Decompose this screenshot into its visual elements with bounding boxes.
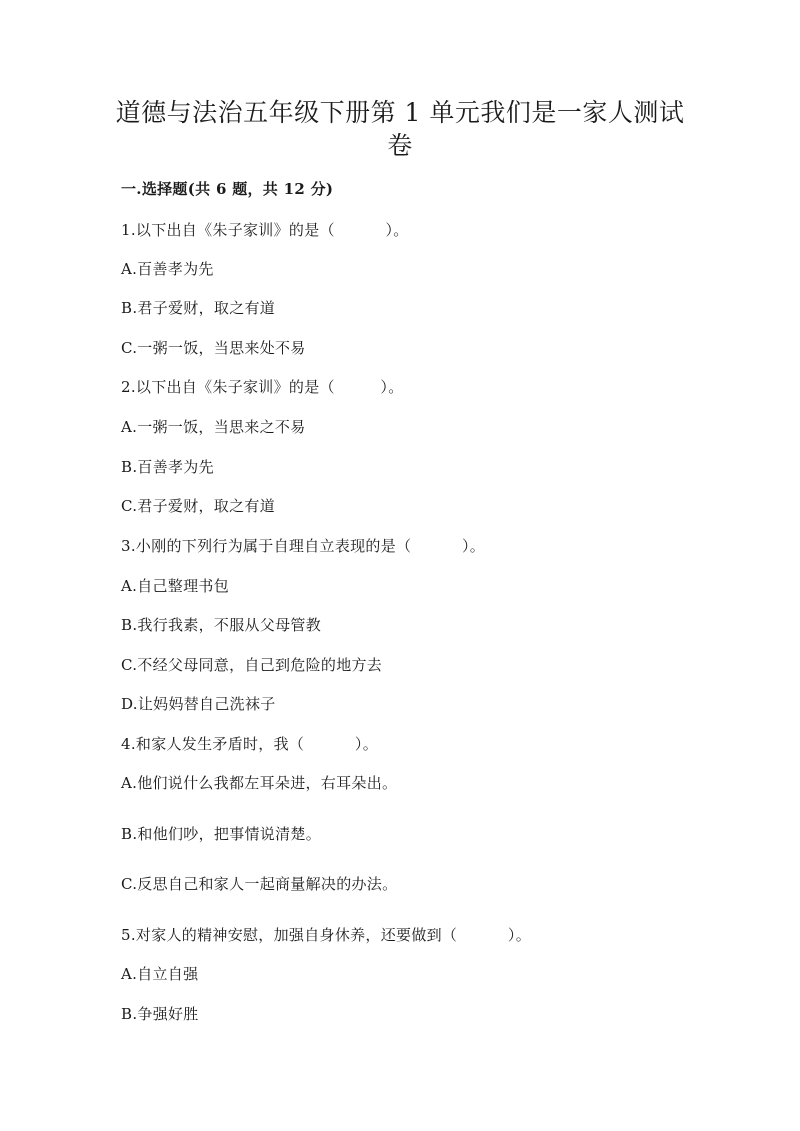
question-2-option-a: A.一粥一饭，当思来之不易 [121,418,306,436]
question-1-option-b: B.君子爱财，取之有道 [121,299,276,317]
question-2-option-c: C.君子爱财，取之有道 [121,497,276,515]
question-3-option-d: D.让妈妈替自己洗袜子 [121,695,276,713]
question-3-stem: 3.小刚的下列行为属于自理自立表现的是（ ）。 [121,537,486,555]
question-3-option-a: A.自己整理书包 [121,577,230,595]
question-3-option-c: C.不经父母同意，自己到危险的地方去 [121,656,383,674]
question-4-option-c: C.反思自己和家人一起商量解决的办法。 [121,875,398,893]
document-title [110,96,690,162]
question-3-option-b: B.我行我素，不服从父母管教 [121,616,321,634]
question-5-stem: 5.对家人的精神安慰，加强自身休养，还要做到（ ）。 [121,926,531,944]
question-2-option-b: B.百善孝为先 [121,458,214,476]
question-1-stem: 1.以下出自《朱子家训》的是（ ）。 [121,221,409,239]
question-4-option-a: A.他们说什么我都左耳朵进，右耳朵出。 [121,774,398,792]
question-1-option-a: A.百善孝为先 [121,260,214,278]
title-line-2: 卷 [387,131,413,160]
title-line-1: 道德与法治五年级下册第 1 单元我们是一家人测试 [115,98,685,127]
section-heading: 一.选择题(共 6 题，共 12 分) [121,180,334,198]
question-5-option-a: A.自立自强 [121,965,199,983]
question-4-stem: 4.和家人发生矛盾时，我（ ）。 [121,735,378,753]
question-4-option-b: B.和他们吵，把事情说清楚。 [121,825,321,843]
question-5-option-b: B.争强好胜 [121,1005,199,1023]
question-1-option-c: C.一粥一饭，当思来处不易 [121,339,306,357]
question-2-stem: 2.以下出自《朱子家训》的是（ ）。 [121,378,404,396]
